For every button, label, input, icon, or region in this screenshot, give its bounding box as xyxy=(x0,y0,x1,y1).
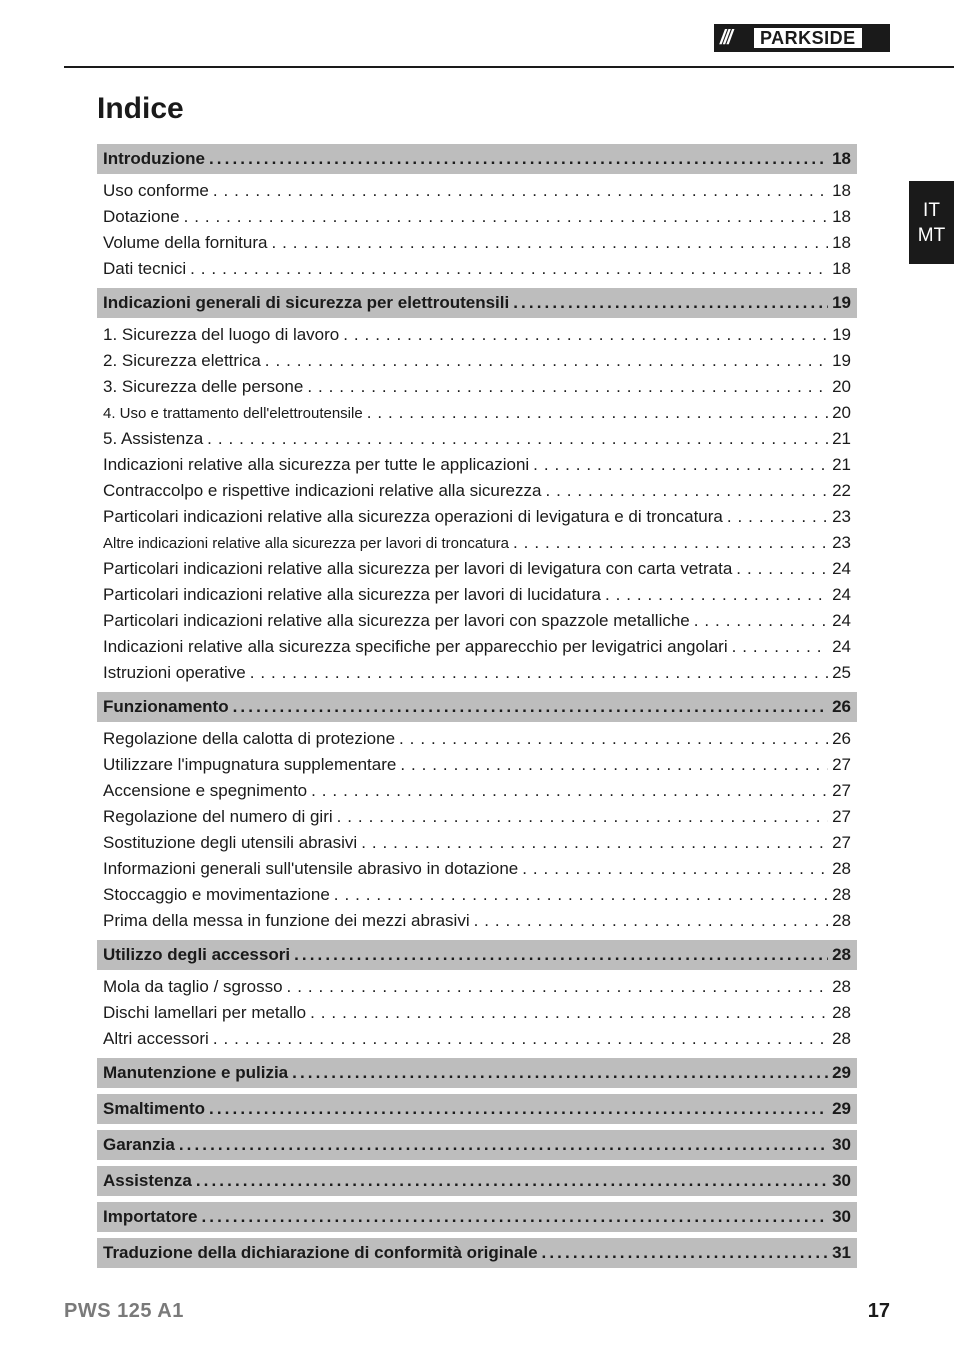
toc-entry-page: 26 xyxy=(832,729,851,748)
toc-section-title: Garanzia xyxy=(103,1135,175,1154)
toc-entry[interactable] xyxy=(97,348,857,374)
toc-entry-page: 27 xyxy=(832,781,851,800)
toc-section-page: 30 xyxy=(832,1171,851,1190)
toc-section-title: Smaltimento xyxy=(103,1099,206,1118)
toc-entry-title: Particolari indicazioni relative alla sicurezza operazioni di levigatura e di troncatura xyxy=(103,507,723,526)
page-title: Indice xyxy=(97,92,184,125)
toc-section-importatore[interactable] xyxy=(97,1202,857,1232)
toc-entry-page: 23 xyxy=(832,507,851,526)
toc-entry-title: Contraccolpo e rispettive indicazioni relative alla sicurezza xyxy=(103,481,542,500)
toc-section-page: 28 xyxy=(832,945,851,964)
toc-entry-page: 21 xyxy=(832,455,851,474)
toc-entry-title: Indicazioni relative alla sicurezza specifiche per apparecchio per levigatrici angolari xyxy=(103,637,728,656)
toc-entry-title: Altre indicazioni relative alla sicurezza per lavori di troncatura xyxy=(103,535,510,552)
toc-section-accessori[interactable] xyxy=(97,940,857,970)
toc-section-assistenza[interactable] xyxy=(97,1166,857,1196)
toc-section-dichiarazione[interactable] xyxy=(97,1238,857,1268)
toc-entry-title: Mola da taglio / sgrosso xyxy=(103,977,283,996)
toc-section-page: 29 xyxy=(832,1063,851,1082)
toc-section-page: 30 xyxy=(832,1207,851,1226)
toc-entry[interactable] xyxy=(97,1000,857,1026)
toc-section-page: 29 xyxy=(832,1099,851,1118)
toc-entry-page: 20 xyxy=(832,403,851,422)
toc-entry-title: Informazioni generali sull'utensile abrasivo in dotazione xyxy=(103,859,519,878)
toc-entry[interactable] xyxy=(97,426,857,452)
toc-entry[interactable] xyxy=(97,530,857,556)
toc-entry-page: 28 xyxy=(832,1003,851,1022)
toc-entry-page: 24 xyxy=(832,585,851,604)
toc-entry-title: 1. Sicurezza del luogo di lavoro xyxy=(103,325,340,344)
toc-entry-page: 23 xyxy=(832,533,851,552)
toc-section-title: Manutenzione e pulizia xyxy=(103,1063,289,1082)
toc-entry[interactable] xyxy=(97,856,857,882)
toc-section-page: 26 xyxy=(832,697,851,716)
toc-entry[interactable] xyxy=(97,778,857,804)
toc-entry-title: 4. Uso e trattamento dell'elettroutensile xyxy=(103,405,363,422)
toc-entry[interactable] xyxy=(97,1026,857,1052)
toc-entry-page: 28 xyxy=(832,859,851,878)
toc-entry[interactable] xyxy=(97,204,857,230)
language-tab xyxy=(909,181,954,264)
toc-entry[interactable] xyxy=(97,634,857,660)
toc-section-page: 31 xyxy=(832,1243,851,1262)
toc-entry[interactable] xyxy=(97,374,857,400)
toc-entry-title: Dati tecnici xyxy=(103,259,187,278)
logo-slashes: /// xyxy=(720,26,731,49)
toc-entry-page: 18 xyxy=(832,207,851,226)
toc-section-page: 19 xyxy=(832,293,851,312)
toc-section-sicurezza[interactable] xyxy=(97,288,857,318)
toc-entry-title: Regolazione del numero di giri xyxy=(103,807,333,826)
toc-entry-page: 21 xyxy=(832,429,851,448)
page-number: 17 xyxy=(867,1300,890,1322)
toc-entry-page: 19 xyxy=(832,325,851,344)
toc-section-page: 18 xyxy=(832,149,851,168)
toc-entry-page: 27 xyxy=(832,833,851,852)
toc-entry-title: 2. Sicurezza elettrica xyxy=(103,351,261,370)
toc-entry-page: 28 xyxy=(832,1029,851,1048)
toc-entry-title: Particolari indicazioni relative alla sicurezza per lavori con spazzole metalliche xyxy=(103,611,690,630)
toc-section-title: Importatore xyxy=(103,1207,198,1226)
toc-entry-page: 28 xyxy=(832,977,851,996)
toc-entry[interactable] xyxy=(97,804,857,830)
table-of-contents xyxy=(97,144,857,1268)
toc-entry-page: 24 xyxy=(832,559,851,578)
toc-entry-title: Particolari indicazioni relative alla sicurezza per lavori di levigatura con carta vetrata xyxy=(103,559,733,578)
toc-entry-page: 24 xyxy=(832,637,851,656)
toc-entry-title: Particolari indicazioni relative alla sicurezza per lavori di lucidatura xyxy=(103,585,601,604)
toc-section-title: Traduzione della dichiarazione di conformità originale xyxy=(103,1243,538,1262)
toc-section-page: 30 xyxy=(832,1135,851,1154)
toc-entry-page: 18 xyxy=(832,259,851,278)
toc-entry[interactable] xyxy=(97,256,857,282)
toc-entry-title: Uso conforme xyxy=(103,181,209,200)
parkside-logo xyxy=(714,24,890,52)
toc-entry[interactable] xyxy=(97,452,857,478)
toc-entry-title: 5. Assistenza xyxy=(103,429,204,448)
toc-entry-title: Altri accessori xyxy=(103,1029,209,1048)
toc-entry-title: Accensione e spegnimento xyxy=(103,781,308,800)
toc-entry-title: 3. Sicurezza delle persone xyxy=(103,377,304,396)
toc-section-title: Assistenza xyxy=(103,1171,192,1190)
toc-section-smaltimento[interactable] xyxy=(97,1094,857,1124)
toc-entry-page: 27 xyxy=(832,807,851,826)
toc-entry-title: Regolazione della calotta di protezione xyxy=(103,729,396,748)
toc-entry[interactable] xyxy=(97,726,857,752)
toc-entry-page: 27 xyxy=(832,755,851,774)
toc-entry-page: 28 xyxy=(832,885,851,904)
toc-entry[interactable] xyxy=(97,504,857,530)
toc-section-funzionamento[interactable] xyxy=(97,692,857,722)
header-rule xyxy=(64,66,954,68)
toc-entry[interactable] xyxy=(97,230,857,256)
toc-entry[interactable] xyxy=(97,908,857,934)
toc-entry-title: Utilizzare l'impugnatura supplementare xyxy=(103,755,397,774)
toc-entry-title: Stoccaggio e movimentazione xyxy=(103,885,330,904)
toc-entry[interactable] xyxy=(97,478,857,504)
toc-entry-page: 25 xyxy=(832,663,851,682)
toc-section-title: Utilizzo degli accessori xyxy=(103,945,291,964)
footer-model: PWS 125 A1 xyxy=(64,1300,184,1322)
toc-entry-title: Istruzioni operative xyxy=(103,663,246,682)
toc-section-garanzia[interactable] xyxy=(97,1130,857,1160)
toc-section-title: Funzionamento xyxy=(103,697,229,716)
toc-entry[interactable] xyxy=(97,660,857,686)
toc-entry-title: Dischi lamellari per metallo xyxy=(103,1003,307,1022)
toc-entry[interactable] xyxy=(97,556,857,582)
toc-section-manutenzione[interactable] xyxy=(97,1058,857,1088)
toc-entry-page: 28 xyxy=(832,911,851,930)
toc-entry[interactable] xyxy=(97,582,857,608)
toc-entry-page: 20 xyxy=(832,377,851,396)
toc-entry-title: Indicazioni relative alla sicurezza per tutte le applicazioni xyxy=(103,455,530,474)
toc-section-title: Indicazioni generali di sicurezza per elettroutensili xyxy=(103,293,510,312)
toc-entry-title: Prima della messa in funzione dei mezzi abrasivi xyxy=(103,911,470,930)
toc-entry-title: Volume della fornitura xyxy=(103,233,268,252)
language-mt: MT xyxy=(917,225,946,246)
toc-entry[interactable] xyxy=(97,830,857,856)
toc-entry-page: 24 xyxy=(832,611,851,630)
toc-entry-page: 22 xyxy=(832,481,851,500)
toc-entry[interactable] xyxy=(97,752,857,778)
toc-entry-page: 18 xyxy=(832,233,851,252)
toc-entry[interactable] xyxy=(97,178,857,204)
toc-entry[interactable] xyxy=(97,882,857,908)
toc-entry[interactable] xyxy=(97,400,857,426)
toc-section-title: Introduzione xyxy=(103,149,205,168)
toc-entry[interactable] xyxy=(97,322,857,348)
logo-brand: PARKSIDE xyxy=(754,28,862,48)
toc-entry-title: Sostituzione degli utensili abrasivi xyxy=(103,833,358,852)
toc-entry-title: Dotazione xyxy=(103,207,180,226)
toc-entry[interactable] xyxy=(97,974,857,1000)
toc-entry-page: 19 xyxy=(832,351,851,370)
toc-entry-page: 18 xyxy=(832,181,851,200)
toc-entry[interactable] xyxy=(97,608,857,634)
toc-section-introduzione[interactable] xyxy=(97,144,857,174)
language-it: IT xyxy=(923,200,940,221)
